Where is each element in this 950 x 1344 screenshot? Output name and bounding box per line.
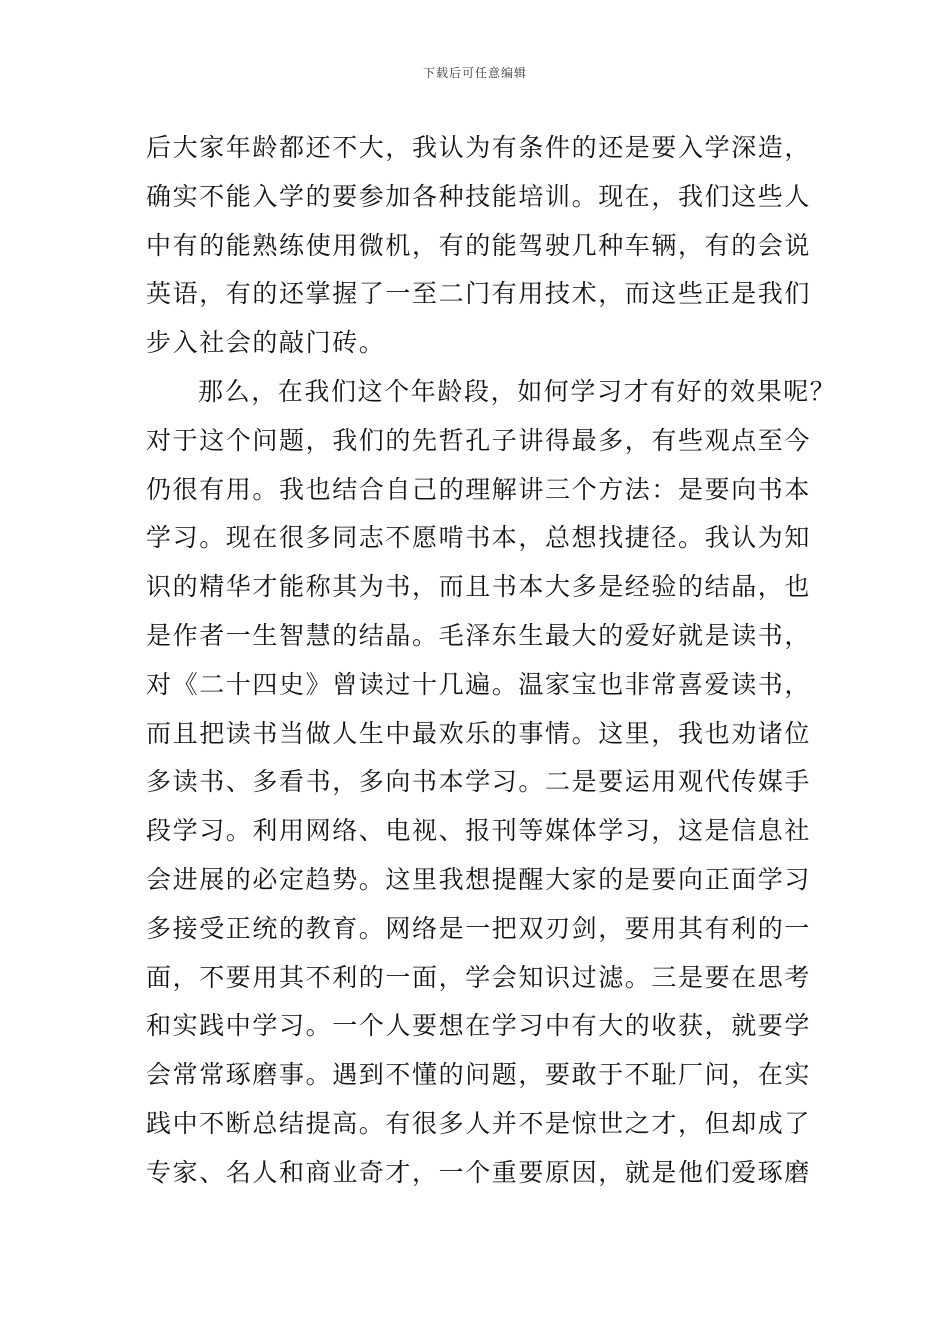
text-line: 仍很有用。我也结合自己的理解讲三个方法：是要向书本 xyxy=(146,474,812,504)
text-line: 英语，有的还掌握了一至二门有用技术，而这些正是我们 xyxy=(146,279,812,309)
text-line: 多接受正统的教育。网络是一把双刃剑，要用其有利的一 xyxy=(146,913,812,943)
text-line: 而且把读书当做人生中最欢乐的事情。这里，我也劝诸位 xyxy=(146,718,812,748)
text-line: 会进展的必定趋势。这里我想提醒大家的是要向正面学习 xyxy=(146,864,812,894)
paragraph-start-line: 那么，在我们这个年龄段，如何学习才有好的效果呢？ xyxy=(198,376,837,406)
text-line: 对于这个问题，我们的先哲孔子讲得最多，有些观点至今 xyxy=(146,425,812,455)
text-line: 是作者一生智慧的结晶。毛泽东生最大的爱好就是读书， xyxy=(146,620,812,650)
text-line: 对《二十四史》曾读过十几遍。温家宝也非常喜爱读书， xyxy=(146,669,812,699)
text-line: 中有的能熟练使用微机，有的能驾驶几种车辆，有的会说 xyxy=(146,230,812,260)
text-line: 段学习。利用网络、电视、报刊等媒体学习，这是信息社 xyxy=(146,816,812,846)
text-line: 学习。现在很多同志不愿啃书本，总想找捷径。我认为知 xyxy=(146,523,812,553)
text-line: 会常常琢磨事。遇到不懂的问题，要敢于不耻厂问，在实 xyxy=(146,1060,812,1090)
text-line: 确实不能入学的要参加各种技能培训。现在，我们这些人 xyxy=(146,181,812,211)
text-line: 多读书、多看书，多向书本学习。二是要运用观代传媒手 xyxy=(146,767,812,797)
header-note: 下载后可任意编辑 xyxy=(422,66,527,80)
text-line: 识的精华才能称其为书，而且书本大多是经验的结晶，也 xyxy=(146,572,812,602)
text-line: 专家、名人和商业奇才，一个重要原因，就是他们爱琢磨 xyxy=(146,1157,812,1187)
text-line: 步入社会的敲门砖。 xyxy=(146,328,386,358)
body-text xyxy=(146,124,837,1198)
text-line: 践中不断总结提高。有很多人并不是惊世之才，但却成了 xyxy=(146,1108,812,1138)
text-line: 后大家年龄都还不大，我认为有条件的还是要入学深造， xyxy=(146,133,812,162)
text-line: 和实践中学习。一个人要想在学习中有大的收获，就要学 xyxy=(146,1011,812,1041)
text-line: 面，不要用其不利的一面，学会知识过滤。三是要在思考 xyxy=(146,962,812,992)
